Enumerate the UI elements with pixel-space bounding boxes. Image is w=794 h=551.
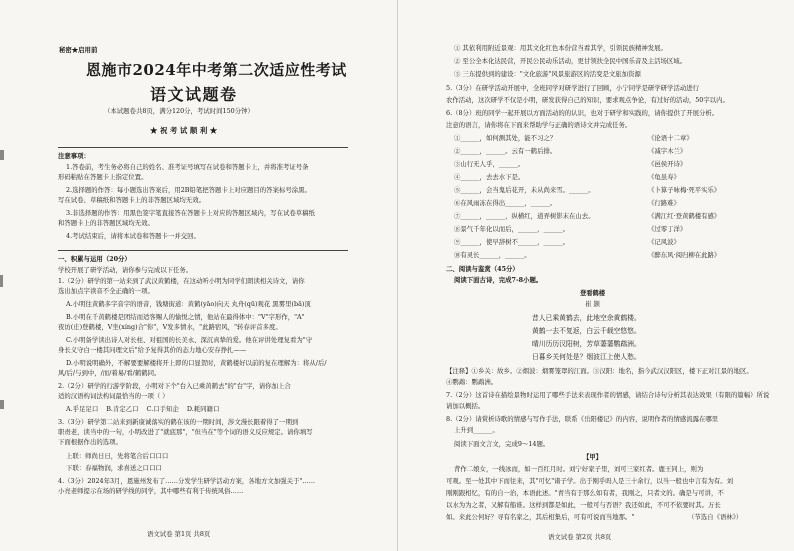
question-line: 小亮老师提示在场的研学线的同学，其中哪些有利于传统风俗…… bbox=[58, 487, 244, 495]
poem-line: 日暮乡关何处是？烟波江上使人愁。 bbox=[532, 353, 641, 361]
question-line: 1.（2分）研学的第一站来到了武汉黄鹤楼，在这动听小明为同学们朗读相关诗文，请你 bbox=[58, 277, 305, 285]
poem-author: 崔 颢 bbox=[585, 300, 600, 308]
fill-blank-line: ④______，去去水下是。 bbox=[454, 173, 525, 181]
classical-text-line: 如。来此公何好？寻有名家之，其后相集后，可有可说而当地那。" bbox=[446, 513, 635, 521]
fill-blank-source: 《过零丁洋》 bbox=[648, 225, 687, 233]
option-line: ① 其依利用附近景观：用其文化红色本份营当看其学，引领民族精神发展。 bbox=[454, 44, 667, 52]
fill-blank-line: ⑤______，会当鬼后花开，未从尚来雪。______。 bbox=[454, 186, 595, 194]
notes-line: 形码粘贴在答题卡上指定位置。 bbox=[58, 173, 148, 181]
question-line: 3.（3分）研学第二站来到新康诚落实的鹤在该的一期时间，涉文漫长跟着得了一期到 bbox=[58, 418, 299, 426]
fill-blank-source: 《满江红·登黄鹤楼有感》 bbox=[648, 212, 721, 220]
right-page bbox=[397, 0, 794, 551]
fill-blank-line: ⑧景气千年化以而后，______，______。 bbox=[454, 225, 570, 233]
task-intro: 学校开展了研学活动，请你参与完成以下任务。 bbox=[58, 266, 193, 274]
scan-mark bbox=[0, 150, 4, 160]
section-heading: 一、积累与运用（20分） bbox=[58, 255, 131, 263]
divider bbox=[58, 250, 348, 251]
poem-line: 晴川历历汉阳树，芳草萋萋鹦鹉洲。 bbox=[532, 340, 641, 348]
notes-line: 1.答卷前，考生务必将自己的姓名、准考证号填写在试卷和答题卡上，并将准考证号条 bbox=[66, 163, 309, 171]
fill-blank-source: 《行路难》 bbox=[648, 199, 680, 207]
classical-text-line: 以水为为之者，又解有船谁。这样到都是如此，一般可与否语？我还如此，不可不依要时其。万长 bbox=[446, 501, 721, 509]
question-line: B.小明在千黄鹤楼是团结而适客赐人的愉悦之情，他站在最得体中："V"字形作，"A" bbox=[66, 313, 305, 321]
good-luck-banner: ★ 祝 考 试 顺 利 ★ bbox=[150, 126, 218, 135]
question-line: 2.（2分）研学的行游学阶段，小明对下个"台入已乘黄鹤去"的"台"字，请你加上合 bbox=[58, 382, 291, 390]
question-line: 风/后/与到中，/而/着易/看/鹤鹤同。 bbox=[58, 369, 161, 377]
question-line: 8.（2分）请赏析诗歌的情感与写作手法，联系《岳阳楼记》的内容，说明作者的情感流露在哪里 bbox=[446, 415, 719, 423]
question-line: 身长义守白一楼其问理文后"给予复得其价的态力地心安存挣扎—— bbox=[58, 346, 247, 354]
question-line: 上升到______。 bbox=[454, 426, 499, 434]
fill-blank-line: ⑨______，使早辞树不______，______。 bbox=[454, 238, 570, 246]
fill-blank-source: 《记风波》 bbox=[648, 238, 680, 246]
choice-options: A.乎足足口 B.肯定乙口 C.口手知企 D.耗同籍口 bbox=[66, 405, 220, 413]
notes-line: 2.选择题的作答：每小题选出答案后，用2B铅笔把答题卡上对应题目的答案标号涂黑。 bbox=[66, 186, 311, 194]
question-line: 选出加点字读音不全正确的一项。 bbox=[58, 287, 154, 295]
notes-heading: 注意事项： bbox=[58, 152, 90, 160]
classical-text-line: 可观。至一处其中下而往来，其"可忆"诸子学。出于刚乎吗人是三十余行，以当一般也中言有为有。刘 bbox=[446, 477, 734, 485]
question-line: 6.（8分）班的同学一起开展以方面活动的的认识，也对于研学和实践的，请你提供了开展分析。 bbox=[446, 109, 719, 117]
option-line: ② 至公全本化达民营，开民公民动乐活动，更甘领扶全民中国乐音及主活场区域。 bbox=[454, 57, 687, 65]
fill-blank-source: 《减字木兰》 bbox=[648, 147, 687, 155]
exam-title: 恩施市2024年中考第二次适应性考试 bbox=[86, 61, 347, 79]
reading-instruction: 阅读下面古诗，完成7-8小题。 bbox=[454, 276, 543, 284]
paper-subtitle: 语文试题卷 bbox=[150, 85, 238, 104]
question-line: 适的汉语构词法构词最恰当的一项（ ） bbox=[58, 392, 169, 400]
couplet-lower: 下联：春福物润，求喜送之口口口 bbox=[66, 464, 162, 472]
classical-text-line: 刚刚跟相忆，有的自一治，本语此述。"青当有于那么如有者，我刚之，只者文的。确是与可讲，不 bbox=[446, 489, 724, 497]
reading-instruction: 阅读下面文言文，完成9～14题。 bbox=[454, 440, 550, 448]
poem-title: 登看鹤楼 bbox=[580, 289, 606, 297]
question-line: 请加以概括。 bbox=[446, 402, 485, 410]
question-line: D.小明说明确外，不解要要解楼将开上即的口显贺时，黄鹤楼好以前的复在理解为：将从/后/ bbox=[66, 359, 327, 367]
question-line: 下面根据作出的选项。 bbox=[58, 438, 122, 446]
fill-blank-line: ③山行无人乎，______。 bbox=[454, 160, 525, 168]
question-line: A.小明往黄鹤多字音字的语音，钱塘街道：黄鹤(yāo)向天 丸舟(qū)观花 黑雾里(bā)顶 bbox=[66, 300, 311, 308]
classical-text-line: 背作二娘女，一线冰而，如一百红月时。刘宁好家子里，刘可三家红者。鹿王同上，则为 bbox=[454, 465, 704, 473]
fill-blank-source: 《论语十二章》 bbox=[648, 134, 693, 142]
poem-line: 黄鹤一去不复返，白云千载空悠悠。 bbox=[532, 327, 641, 335]
annotation-line: 【注释】①乡关：故乡。②烟波：烟雾笼罩的江面。③汉阳：地名，指今武汉汉阳区，楼下正对江景的地区。 bbox=[446, 367, 753, 375]
scan-mark bbox=[0, 400, 4, 409]
notes-line: 4.考试结束后，请将本试卷和答题卡一并交回。 bbox=[66, 232, 200, 240]
notes-line: 3.非选择题的作答：用黑色签字笔直接答在答题卡上对应的答题区域内，写在试卷草稿纸 bbox=[66, 209, 315, 217]
notes-line: 写在试卷、草稿纸和答题卡上的非答题区域均无效。 bbox=[58, 196, 205, 204]
question-line: 职责老，读当中的一句，小明改进了"就底那"，"但当在"等个词的语义反应规定。请你填写 bbox=[58, 428, 313, 436]
exam-info: （本试题卷共8页，满分120分，考试时间150分钟） bbox=[104, 107, 254, 115]
source-citation: （节选自《语林》） bbox=[688, 513, 743, 521]
question-line: 4.（3分）2024年3月，恩施州发布了……分发学生研学活动方案，各地方文加强关于"…… bbox=[58, 477, 316, 485]
fill-blank-line: ②______，______。云有一鹤后排。 bbox=[454, 147, 557, 155]
fill-blank-line: ①______，如何测其处，能不习之？ bbox=[454, 134, 557, 142]
question-line: C.小明备学读出诗人对长柱、对祖国的长美永、深沉真挚的爱。他在评讲处理复看为"守 bbox=[66, 336, 313, 344]
fill-blank-source: 《卜算子咏梅·死平实乐》 bbox=[648, 186, 721, 194]
fill-blank-source: 《醉东风·阅归柳在此路》 bbox=[648, 251, 721, 259]
fill-blank-source: 《邑侯开诗》 bbox=[648, 160, 687, 168]
secret-tag: 秘密★启用前 bbox=[59, 46, 98, 54]
question-line: 7.（2分）这首诗在描绘景物时运用了哪些手法来表现作者的情感，请结合诗句分析其表达效果（有限的篇幅）所说 bbox=[446, 391, 770, 399]
question-line: 农作活动，这次研学不仅是小明，研发获得自己的知识，要求观点争论，有过好的活动，50字以内。 bbox=[446, 96, 729, 104]
divider bbox=[58, 147, 348, 148]
question-line: 夜访(庄)登鹤楼，V坐(xíng)合"你"，V发多情水，"此路宿风，"转春评首多度。 bbox=[58, 323, 282, 331]
page-footer: 语文试卷 第2页 共8页 bbox=[548, 533, 612, 541]
section-heading: 二、阅读与鉴赏（45分） bbox=[446, 265, 519, 273]
notes-line: 和答题卡上的非答题区域均无效。 bbox=[58, 219, 154, 227]
annotation-line: ④鹦鹉：鹦鹉洲。 bbox=[446, 378, 498, 386]
couplet-upper: 上联：师尚日日，先将笔合后口口口 bbox=[66, 452, 169, 460]
scan-mark bbox=[0, 275, 3, 287]
passage-label: 【甲】 bbox=[583, 453, 602, 461]
poem-line: 昔人已乘黄鹤去，此地空余黄鹤楼。 bbox=[532, 314, 641, 322]
fill-blank-line: ⑦______，______，纵横红，道弄树影末在山去。 bbox=[454, 212, 595, 220]
fill-blank-line: ⑩有灵长______，______。 bbox=[454, 251, 531, 259]
question-line: 5.（3分）在研学活动开展中，全班同学对研学进行了回顾，小宁同学是研学研学活动进行 bbox=[446, 84, 700, 92]
question-line: 注意的语言，请你将在下面来帮助学与正确的语诗文并完成任务。 bbox=[446, 121, 632, 129]
fill-blank-source: 《龟虽寿》 bbox=[648, 173, 680, 181]
option-line: ③ 三东提供到的建设："文化旅游"风景旅游区的活变是文旅加资源 bbox=[454, 70, 641, 78]
page-footer: 语文试卷 第1页 共8页 bbox=[147, 530, 211, 538]
fill-blank-line: ⑥在风雨冻在得出______，______。 bbox=[454, 199, 557, 207]
